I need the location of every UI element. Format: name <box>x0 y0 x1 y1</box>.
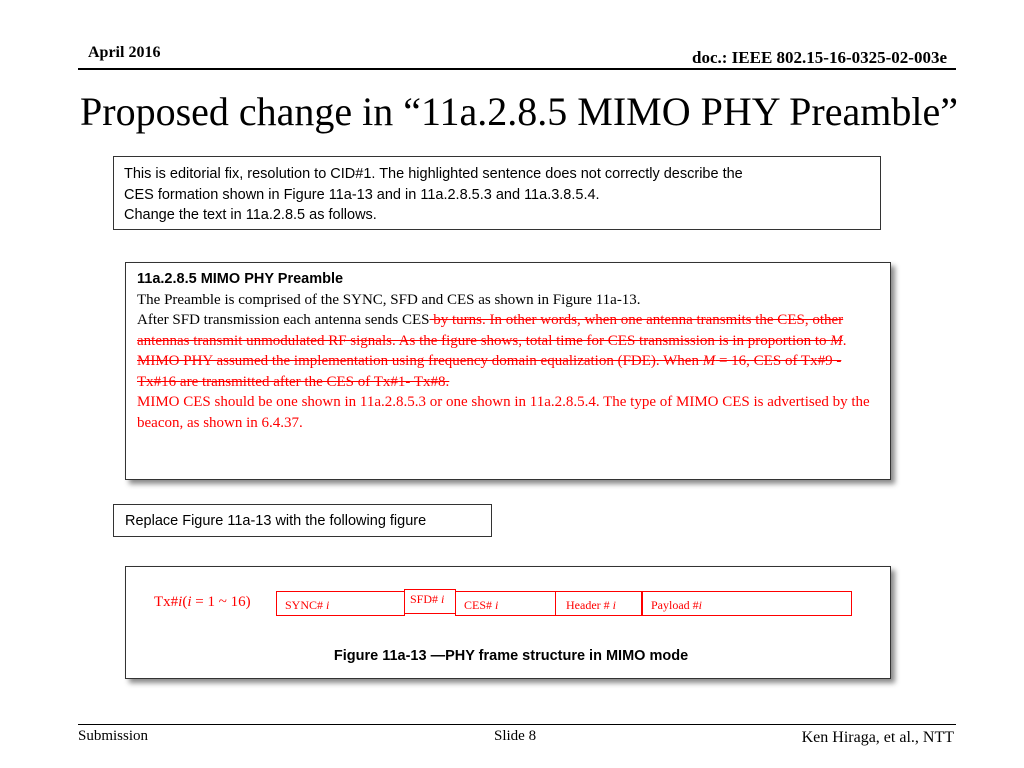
tx-label: Tx#i(i = 1 ~ 16) <box>154 594 251 610</box>
figure-caption: Figure 11a-13 —PHY frame structure in MIMO mode <box>333 648 689 664</box>
section-para-1: The Preamble is comprised of the SYNC, SFD and CES as shown in Figure 11a-13. <box>137 291 641 308</box>
header-date: April 2016 <box>88 44 161 61</box>
frame-field-payload: Payload #i <box>642 591 852 616</box>
footer-slide-number: Slide 8 <box>494 728 537 744</box>
replace-instruction-text: Replace Figure 11a-13 with the following figure <box>125 513 427 529</box>
section-para-4-inserted: MIMO CES should be one shown in 11a.2.8.5.3 or one shown in 11a.2.8.5.4. The type of MIMO CES is advertised by the beacon, as shown in 6.4.37. <box>137 394 870 431</box>
header-doc-id: doc.: IEEE 802.15-16-0325-02-003e <box>692 48 947 67</box>
note-line-3: Change the text in 11a.2.8.5 as follows. <box>124 207 377 223</box>
replace-instruction-box <box>113 504 492 537</box>
frame-field-sync: SYNC# i <box>276 591 405 616</box>
note-line-1: This is editorial fix, resolution to CID#1. The highlighted sentence does not correctly describe the <box>124 166 743 182</box>
frame-field-header: Header # i <box>555 591 642 616</box>
section-para-2 <box>137 310 879 351</box>
para2-kept-text: After SFD transmission each antenna sends CES <box>137 312 430 328</box>
frame-field-ces: CES# i <box>455 591 556 616</box>
section-heading: 11a.2.8.5 MIMO PHY Preamble <box>137 271 344 287</box>
slide-title: Proposed change in “11a.2.8.5 MIMO PHY Preamble” <box>80 89 958 134</box>
footer-submission: Submission <box>78 728 149 744</box>
para2-struck-text: by turns. In other words, when one antenna transmits the CES, other antennas transmit unmodulated RF signals. As the figure shows, total time for CES transmission is in proportion to M <box>137 312 844 349</box>
figure-box <box>125 566 891 679</box>
note-line-2: CES formation shown in Figure 11a-13 and in 11a.2.8.5.3 and 11a.3.8.5.4. <box>124 186 600 203</box>
footer-rule <box>78 724 956 725</box>
para2-end: . <box>842 332 847 349</box>
note-box <box>113 156 881 230</box>
header-rule <box>78 68 956 70</box>
footer-authors: Ken Hiraga, et al., NTT <box>801 729 954 746</box>
frame-field-sfd: SFD# i <box>404 589 456 614</box>
section-text-box <box>125 262 891 480</box>
section-para-3-struck: MIMO PHY assumed the implementation using frequency domain equalization (FDE). When M = 16, CES of Tx#9 - Tx#16 are transmitted after the CES of Tx#1- Tx#8. <box>137 353 842 390</box>
